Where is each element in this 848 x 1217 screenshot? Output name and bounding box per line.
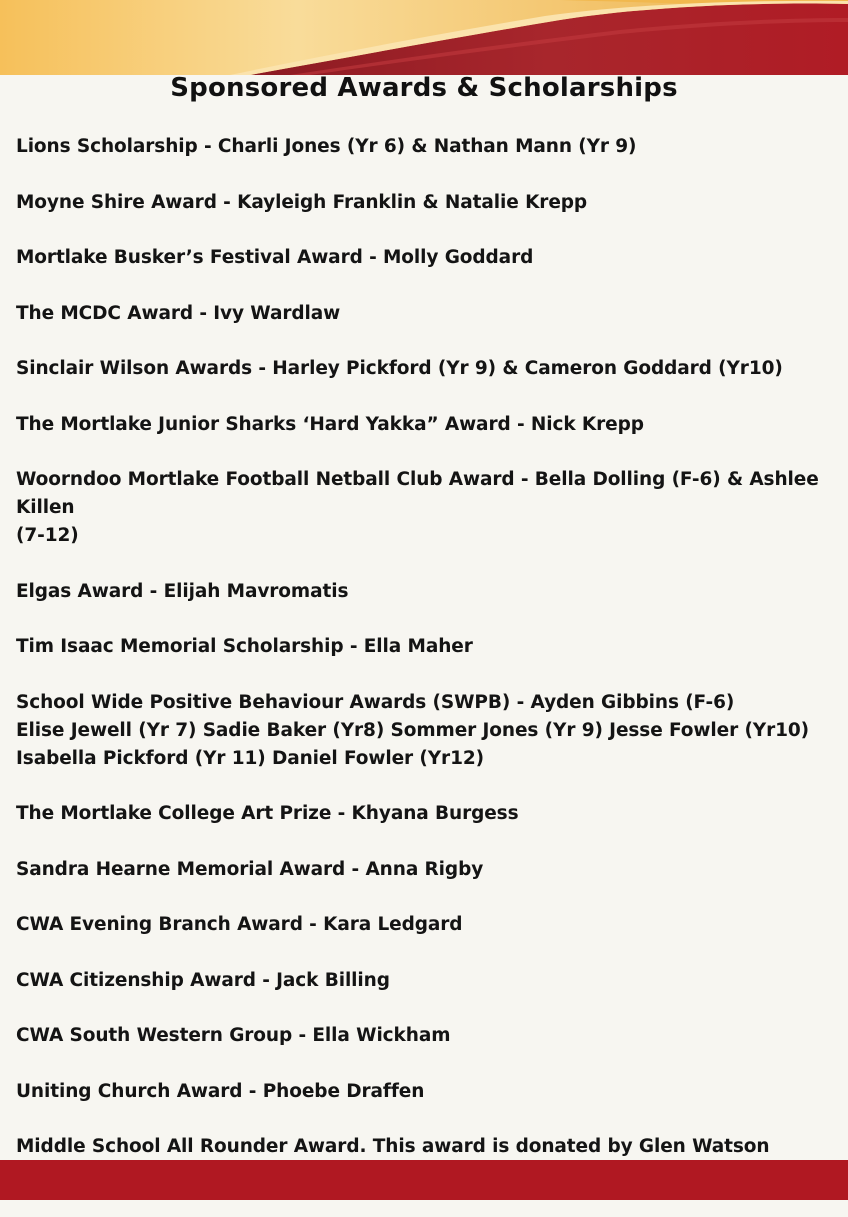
- award-item: Sandra Hearne Memorial Award - Anna Rigby: [16, 858, 484, 880]
- award-item: CWA Citizenship Award - Jack Billing: [16, 969, 390, 991]
- award-item: Tim Isaac Memorial Scholarship - Ella Maher: [16, 636, 473, 657]
- award-item: CWA Evening Branch Award - Kara Ledgard: [16, 914, 463, 935]
- award-list: [16, 133, 836, 1217]
- award-item: The Mortlake College Art Prize - Khyana Burgess: [16, 803, 519, 824]
- award-item: CWA South Western Group - Ella Wickham: [16, 1025, 451, 1046]
- award-item: Elgas Award - Elijah Mavromatis: [16, 580, 349, 602]
- award-item: School Wide Positive Behaviour Awards (SWPB) - Ayden Gibbins (F-6) Elise Jewell (Yr 7) Sadie Baker (Yr8) Sommer Jones (Yr 9) Jesse Fowler (Yr10) Isabella Pickford (Yr 11) Daniel Fowler (Yr12): [16, 691, 810, 769]
- award-item: Middle School All Rounder Award. This award is donated by Glen Watson: [16, 1136, 770, 1157]
- page-title: Sponsored Awards & Scholarships: [170, 73, 678, 103]
- header-banner-decoration: [0, 0, 848, 75]
- award-item: The MCDC Award - Ivy Wardlaw: [16, 302, 341, 324]
- award-item: The Mortlake Junior Sharks ‘Hard Yakka” Award - Nick Krepp: [16, 413, 644, 435]
- award-item: Mortlake Busker’s Festival Award - Molly Goddard: [16, 247, 534, 268]
- award-item: Moyne Shire Award - Kayleigh Franklin & Natalie Krepp: [16, 191, 588, 213]
- award-item: Lions Scholarship - Charli Jones (Yr 6) & Nathan Mann (Yr 9): [16, 136, 637, 157]
- award-item: Woorndoo Mortlake Football Netball Club Award - Bella Dolling (F-6) & Ashlee Killen (7-12): [16, 469, 819, 546]
- award-item: Uniting Church Award - Phoebe Draffen: [16, 1080, 425, 1102]
- award-item: Sinclair Wilson Awards - Harley Pickford (Yr 9) & Cameron Goddard (Yr10): [16, 358, 783, 379]
- footer-band: [0, 1160, 848, 1200]
